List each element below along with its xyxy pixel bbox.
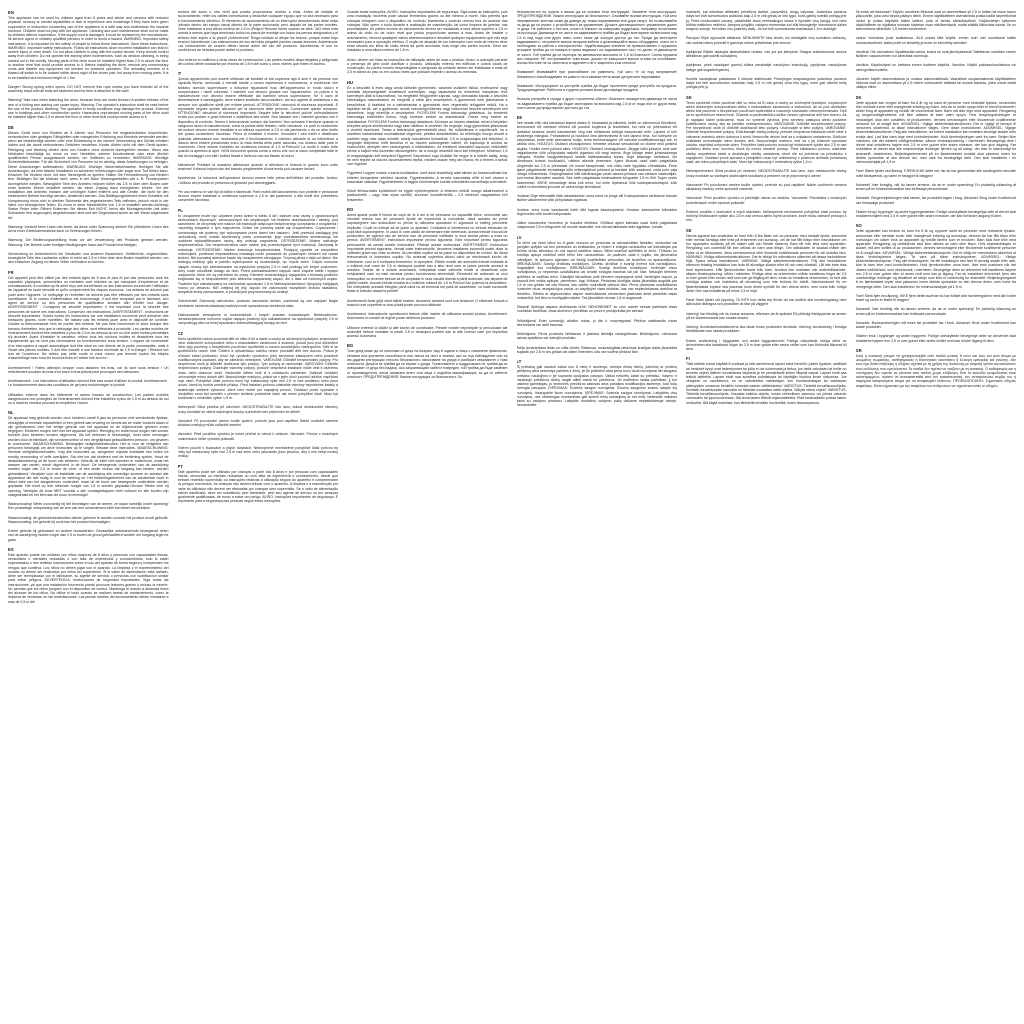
language-code-heading: GR [855, 347, 862, 353]
text-column-6 [856, 10, 1017, 1018]
language-section [8, 10, 169, 80]
safety-instruction-paragraph: Išorinis naudojimas pastatuose ir kituose statiniuose: Pavojingos neapsaugotos judančios pavaros dalys turi būti sumontuotos aukščiau kaip 2,5 m virš grindų arba kitų lygių, kurie gali užkirsti kelią prieigai prie jų. [686, 76, 847, 90]
language-section [178, 419, 339, 428]
language-section [178, 71, 339, 158]
language-section [347, 10, 508, 53]
safety-instruction-paragraph: Fara! Stark fjäder vid öppning. TA INTE bort detta rep förrän du har slutfört alla monteringssteg med alla bultar åtdragna och produkten är fäst på väggen! [686, 298, 847, 307]
language-section [178, 10, 339, 53]
language-section [178, 432, 339, 441]
safety-instruction-paragraph: Ostrzeżenie! Zachowaj ostrożność, podczas luzowania ramion, ponieważ są one napięte! Nagłe zwolnienie ramienia składanej markizy może spowodować obrażenia ciała. [177, 299, 338, 308]
language-code-heading: FR [8, 269, 14, 275]
language-section [856, 77, 1017, 90]
language-section [8, 410, 169, 497]
safety-instruction-paragraph: Hoiatus: enne toote kasutamist tuleb läbi lugeda kasutusjuhend. Hoiatus: kasutamine külmades tingimustes võib toodet kahjustada. [516, 207, 677, 216]
safety-instruction-paragraph: Avertisment! Aveți grijă când slăbiți brațele, deoarece acestea sunt sub tensiune! O eliberare bruscă a brațului unei copertine cu braț pliabil poate provoca vătămări. [347, 298, 508, 307]
language-code-heading: ES [8, 546, 14, 552]
language-section [686, 298, 847, 307]
language-code-heading: NO [855, 223, 862, 229]
language-section [8, 238, 169, 247]
language-code-heading: DE [8, 124, 14, 130]
language-code-heading: PT [177, 463, 183, 469]
safety-instruction-paragraph: Dieses Gerät kann von Kindern ab 8 Jahren und Personen mit eingeschränkten körperlichen, sensorischen oder geistigen Fähigkeiten oder mangelnder Erfahrung und Kenntnis verwendet werden, wenn sie beaufsichtigt werden oder eine Einweisung in die sichere Verwendung des Geräts erhalten haben und die damit verbundenen Gefahren verstehen. Kinder dürfen nicht mit dem Gerät spielen. Reinigung und Wartung dürfen nicht von Kindern ohne Aufsicht durchgeführt werden. Wenn das Netzkabel beschädigt ist, muss es vom Hersteller, seinem Kundendienst oder einer ähnlich qualifizierten Person ausgetauscht werden, um Gefahren zu vermeiden. WARNUNG: Wichtige Sicherheitshinweise. Für die Sicherheit von Personen ist es wichtig, diese Anweisungen zu befolgen. Diese Anweisungen aufbewahren. WARNUNG: Wichtige Sicherheitshinweise. Befolgen Sie alle Anweisungen, da eine falsche Installation zu schweren Verletzungen oder sogar zum Tod führen kann. Erlauben Sie Kindern nicht, mit dem Steuergerät zu spielen. Halten Sie Fernbedienung von Kindern fern. Betätigen Sie die Markise nicht, wenn in der Nähe Wartungsarbeiten wie z. B. Fensterputzen durchgeführt werden. Bewegliche Teile des Antriebs müssen höher als 2,5 m über dem Boden oder einer anderen Ebene installiert werden, die einen Zugang dazu ermöglichen könnte. Vor der Installation des Antriebs müssen alle unnötigen Kabel entfernt und alle Geräte, die nicht für den elektrischen Betrieb benötigt werden, deaktiviert werden. Das Betätigungselement eines Schalters mit Vorspannung muss sich in direkter Sichtweite des angetriebenen Teils befinden, jedoch nicht in der Nähe von beweglichen Teilen. Es muss in einer Mindesthöhe von 1,5 m installiert werden.Achtung! Starke Feder beim Öffnen! Entfernen Sie dieses Seil NICHT, bevor alle Montageschritte (mit allen Schrauben fest angezogen) abgeschlossen sind und der Gegenstand sicher an der Wand angebracht ist! [8, 130, 169, 220]
safety-instruction-paragraph: Този уред може да се използва от деца на възраст над 8 години и лица с намалени физически, сетивни или умствени способности или липса на опит и знания, ако са под наблюдение или са им дадени инструкции относно безопасното използване на уреда и разбират свързаните с това опасности. Децата не трябва да си играят с уреда. Почистването и поддръжката не трябва да се извършват от деца без надзор. Ако захранващият кабел е повреден, той трябва да бъде заменен от производителя, негов сервизен агент или лица с подобна квалификация, за да се избегне опасност. ПРЕДУПРЕЖДЕНИЕ: Важни инструкции за безопасност. За [347, 349, 508, 379]
safety-instruction-paragraph: Aviso: devem ser lidas as instruções de utilização antes de usar o produto. Aviso: a operação perante a presença de gelo pode danificar o produto. Utilização externa em edifícios e outros locais de construção: As partes móveis desprotegidas e perigosas da unidade devem ser instaladas a mais de 2,5 m acima do piso ou em outros níveis que possam impedir o acesso às mesmas. [347, 57, 508, 75]
text-column-3 [347, 10, 508, 1018]
safety-instruction-paragraph: Pavojus! Stipri spyruoklė atidarant. NENUIMKITE šios virvės, kol nebaigsite visų surinkimo veiksmų, visi varžtai nebus priveržti ir gaminys nebus pritvirtintas prie sienos! [686, 36, 847, 45]
language-section [686, 63, 847, 72]
language-code-heading: EE [516, 115, 523, 120]
safety-instruction-paragraph: This appliance can be used by children aged from 8 years and above and persons with reduced physical, sensory or mental capabilities or lack of experience and knowledge if they have been given supervision or instruction concerning use of the appliance in a safe way and understand the hazards involved. Children shall not play with the appliance. Cleaning and user maintenance shall not be made by children without supervision. If the supply cord is damaged, it must be replaced by the manufacturer, its service agent or similarly qualified persons in order to avoid a hazard. WARNING: Important safety instructions. It is important for the safety of people to follow these instructions. Save these instructions. WARNING: Important safety instructions. Follow all instructions since incorrect installation can lead to severe injury or even death. Do not allow children to play with the control device. Keep remote control away from children. Do not operate the awning when inclemencies, such as window cleaning, is being carried out in the vicinity. Moving parts of the drive must be installed higher than 2.5 m above the floor or another level that could provide access to it. Before installing the drive, remove any unnecessary cords and disable any equipment not needed for powered operation. The actuating member of a biased-off switch is to be located within direct sight of the driven part, but away from moving parts. It is to be installed at a minimum height of 1.5m. [8, 16, 169, 80]
language-section [517, 208, 678, 217]
language-code-heading: BG [347, 343, 354, 349]
language-section [347, 299, 508, 308]
safety-instruction-paragraph: Guarde estas instruções. AVISO: Instruções importantes de segurança. Siga todas as instruções, pois uma instalação incorreta pode causar ferimentos graves ou até mesmo a morte. Não permita que crianças brinquem com o dispositivo de controlo. Mantenha o controlo remoto fora do alcance das crianças. Não opere o toldo durante a realização de manutenção, tal como limpeza de janelas, nas proximidades. As partes móveis do acionamento devem ser instaladas a uma altura superior a 2,5 m acima do chão ou de outro nível que possa proporcionar acesso a elas. Antes de instalar o acionamento, remova quaisquer cabos desnecessários e desative qualquer equipamento que não seja necessário para a operação elétrica. O órgão de atuação de um interruptor com mola de retorno deve estar situado em linha de visão direta da parte acionada, mas longe das partes móveis. Deve ser instalado a uma altura mínima de 1,5 m. [347, 10, 508, 53]
language-section [856, 10, 1017, 31]
safety-instruction-paragraph: Cet appareil peut être utilisé par des enfants âgés de 8 ans et plus et par des personnes dont les capacités physiques, sensorielles ou mentales sont réduites ou qui manquent d'expérience et de connaissances, à condition qu'ils aient reçu une surveillance ou des instructions concernant l'utilisation de l'appareil en toute sécurité et qu'ils comprennent les risques encourus. Les enfants ne doivent pas jouer avec l'appareil. Le nettoyage et l'entretien ne doivent pas être effectués par des enfants sans surveillance. Si le cordon d'alimentation est endommagé, il doit être remplacé par le fabricant, son agent de service ou des personnes de qualification similaire afin d'éviter tout danger. AVERTISSEMENT : Consignes de sécurité importantes. Il est important pour la sécurité des personnes de suivre ces instructions. Conservez ces instructions. AVERTISSEMENT : Instructions de sécurité importantes. Suivez toutes les instructions car une installation incorrecte peut entraîner des blessures graves, voire mortelles. Ne laissez pas les enfants jouer avec le dispositif de contrôle. Gardez la télécommande hors de portée des enfants. Ne pas faire fonctionner le store lorsque des travaux d'entretien, tels que le nettoyage des vitres, sont effectués à proximité. Les parties mobiles de l'entraînement doivent être installées à plus de 2,5 m au-dessus du sol ou d'un autre niveau permettant d'y accéder. Avant d'installer le variateur, retirez tous les cordons inutiles et désactivez tous les équipements qui ne sont pas nécessaires au fonctionnement sous tension. L'organe de commande d'un interrupteur à rappel automatique doit être situé en vue directe de la partie commandée, mais à l'écart des pièces mobiles. Il doit être installé à une hauteur minimale de 1,5 m.Danger ! Ressort fort lors de l'ouverture. Ne retirez pas cette corde si vous n'avez pas terminé toutes les étapes d'assemblage avec tous les boulons fixés et l'article fixé au mur ! [8, 275, 169, 361]
language-section [517, 359, 678, 408]
language-section [686, 77, 847, 90]
language-section [347, 189, 508, 202]
language-section [517, 319, 678, 328]
safety-instruction-paragraph: Denna apparat kan användas av barn från 8 års ålder och av personer med nedsatt fysisk, sensorisk eller mental förmåga eller brist på erfarenhet och kunskap, om de har fått tillsyn eller instruktioner om hur apparaten används på ett säkert sätt och förstår riskerna. Barn får inte leka med apparaten. Rengöring och underhåll får inte utföras av barn utan tillsyn. Om nätsladden är skadad måste den bytas ut av tillverkaren, dess serviceombud eller liknande kvalificerade personer för att undvika fara. VARNING: Viktiga säkerhetsinstruktioner. Det är viktigt för människors säkerhet att dessa instruktioner följs. Spara dessa instruktioner. VARNING: Viktiga säkerhetsinstruktioner. Följ alla instruktioner eftersom felaktig installation kan leda till allvarliga skador eller till och med dödsfall. Låt inte barn leka med styrenheten. Håll fjärrkontrollen borta från barn. Använd inte markisen när underhållsarbete, såsom fönsterputsning, utförs i närheten. Rörliga delar av drivenheten måste installeras högre än 2,5 m över golvet eller annan nivå som kan ge tillgång till dem. Innan du installerar drivenheten, ta bort alla onödiga sladdar och inaktivera all utrustning som inte behövs för eldrift. Manöverdonet för en fjäderbelastad brytare ska placeras inom direkt synhåll för den drivna delen, men borta från rörliga delar. Den ska installeras på minst 1,5 m höjd. [686, 233, 847, 293]
text-column-2 [178, 10, 339, 1018]
language-section [517, 235, 678, 301]
safety-instruction-paragraph: Externé použitie v budovách a iných stavbách: Nebezpečné nechránené pohyblivé časti pohonu by mali byť inštalované vyššie ako 2,5 m nad zemou alebo inými úrovňami, ktoré môžu zabrániť prístupu k nim. [686, 209, 847, 223]
text-column-5 [686, 10, 847, 1018]
safety-instruction-paragraph: Varování: Před použitím výrobku je nutné přečíst si návod k obsluze. Varování: Provoz v mrazivých podmínkách může výrobek poškodit. [177, 432, 338, 441]
safety-instruction-paragraph: Dette apparatet kan brukes av barn fra 8 år og oppover samt av personer med reduserte fysiske, sensoriske eller mentale evner eller manglende erfaring og kunnskap, dersom de har fått tilsyn eller instruksjon om sikker bruk av apparatet og forstår farene som er involvert. Barn skal ikke leke med apparatet. Rengjøring og vedlikehold skal ikke utføres av barn uten tilsyn. Hvis strømledningen er skadet, må den skiftes ut av produsenten, dennes serviceagent eller tilsvarende kvalifiserte personer for å unngå fare. ADVARSEL: Viktige sikkerhetsinstruksjoner. Det er viktig for menneskers sikkerhet at disse instruksjonene følges. Ta vare på disse instruksjonene. ADVARSEL: Viktige sikkerhetsinstruksjoner. Følg alle instruksjoner, da feil installasjon kan føre til alvorlig skade eller død. Ikke la barn leke med kontrollenheten. Hold fjernkontrollen unna barn. Ikke bruk markisen når det utføres vedlikehold, som vindusvask, i nærheten. Bevegelige deler av drivverket må installeres høyere enn 2,5 m over gulvet eller et annet nivå som kan gi tilgang. Før du installerer drivverket, fjern alle unødvendige ledninger og deaktiver alt utstyr som ikke er nødvendig for strømdrift. Betjeningsorganet til en fjærbelastet bryter skal plasseres innen direkte synsvidde av den drevne delen, men borte fra bevegelige deler. Den skal installeres i en minimumshøyde på 1,5 m. [855, 229, 1016, 289]
language-section [686, 356, 847, 405]
safety-instruction-paragraph: Dette apparat kan bruges af børn fra 8 år og op samt af personer med nedsatte fysiske, sensoriske eller mentale evner eller manglende erfaring og viden, hvis de er under opsyn eller er blevet instrueret i sikker brug af apparatet og forstår de involverede farer. Børn må ikke lege med apparatet. Rengøring og brugervedligeholdelse må ikke udføres af børn uden opsyn. Hvis forsyningsledningen er beskadiget, skal den udskiftes af producenten, dennes serviceagent eller tilsvarende kvalificerede personer for at undgå fare. ADVARSEL: Vigtige sikkerhedsinstruktioner. Det er vigtigt af hensyn til personers sikkerhed, at disse instruktioner følges. Gem disse instruktioner. ADVARSEL: Vigtige sikkerhedsinstruktioner. Følg alle instruktioner, da forkert installation kan medføre alvorlige skader eller endda død. Lad ikke børn lege med kontrolenheden. Hold fjernbetjeningen væk fra børn. Betjen ikke markisen, når der udføres vedligeholdelse, såsom vinduespudsning, i nærheden. Bevægelige dele i drevet skal installeres højere end 2,5 m over gulvet eller andre niveauer, der kan give adgang. Før installation af drevet skal alle unødvendige ledninger fjernes og alt udstyr, der ikke er nødvendigt for strømdrift, deaktiveres. Betjeningselementet på en fjederbelastet kontakt skal placeres inden for direkte synsvidde af den drevne del, men væk fra bevægelige dele. Den skal installeres i en minimumshøjde på 1,5 m. [855, 100, 1016, 164]
safety-instruction-paragraph: Dit apparaat mag gebruikt worden door kinderen vanaf 8 jaar en personen met verminderde fysieke, zintuiglijke of mentale capaciteiten of een gebrek aan ervaring en kennis als ze onder toezicht staan of zijn geïnstrueerd over het veilige gebruik van het apparaat en de bijbehorende gevaren ervan begrijpen. Kinderen mogen niet met het apparaat spelen. Reiniging en onderhoud mogen niet zonder toezicht door kinderen worden uitgevoerd. Als het netsnoer is beschadigd, moet deze vervangen worden door de fabrikant, zijn servicemonteur of een vergelijkbaar gekwalificeerd persoon, om gevaren te voorkomen. WAARSCHUWING: Belangrijke veiligheidsinstructies. Het is voor de veiligheid van personen belangrijk om deze instructies op te volgen. Bewaar deze instructies. WAARSCHUWING: Vereiste veiligheidsinstructies. Volg alle instructies op, aangezien onjuiste installatie kan leiden tot ernstig verwonding of zelfs overlijden. Sta niet toe dat kinderen met de bediening spelen. Houd de afstandsbediening uit de buurt van kinderen. Gebruik de luifel niet wanneer er onderhoud, zoals het wassen van ramen, wordt uitgevoerd in de buurt. De bewegende onderdelen van de aandrijving moeten hoger dan 2,5 m boven de vloer, of een ander niveau dat toegang kan bieden, worden geïnstalleerd. Verwijder vóór de installatie van de aandrijving alle overtollige snoeren en schakel alle apparatuur die niet nodig is voor de werking uit. Het bedieningselement van de schakelaar moet in direct zicht van het aangedreven onderdeel, maar uit de buurt van bewegende onderdelen worden geplaatst. Het moet op een minimale hoogte van 1,5 m worden geplaatst.Gevaar! Sterke veer bij opening. Verwijder dit touw NIET voordat u alle montagestappen hebt voltooid en alle bouten zijn vastgedraaid en het item aan de muur is bevestigd! [8, 416, 169, 497]
safety-instruction-paragraph: Brīdinājums: Pirms produkta lietošanas ir jāizlasa lietotāja rokasgrāmata. Brīdinājums: Lietošana salnas apstākļos var sabojāt produktu. [516, 332, 677, 341]
safety-instruction-paragraph: Questo apparecchio può essere utilizzato da bambini di età superiore agli 8 anni e da persone con capacità fisiche, sensoriali o mentali ridotte o senza esperienza e conoscenza, a condizione che abbiano ricevuto supervisione o istruzioni riguardanti l'uso dell'apparecchio in modo sicuro e comprendano i rischi connessi. I bambini non devono giocare con l'apparecchio. La pulizia e la manutenzione non devono essere effettuate dai bambini senza supervisione. Se il cavo di alimentazione è danneggiato, deve essere sostituito dal produttore, dal suo agente di assistenza o da persone con qualifiche simili per evitare pericoli. ATTENZIONE: Istruzioni di sicurezza importanti. È importante seguire queste istruzioni per la sicurezza delle persone. Conservare queste istruzioni. ATTENZIONE: Istruzioni di sicurezza importanti. Seguire tutte le istruzioni poiché un'installazione errata può portare a gravi infortuni o addirittura alla morte. Non lasciare che i bambini giochino con il dispositivo di controllo. Tenere il telecomando lontano dai bambini. Non azionare il tendone quando si eseguono lavori di manutenzione, come la pulizia delle finestre, nelle vicinanze. Le parti in movimento del motore devono essere installate a un'altezza superiore a 2,5 m dal pavimento o da un altro livello che possa consentirne l'accesso. Prima di installare il motore, rimuovere i cavi inutili e disattivare qualsiasi attrezzatura non necessaria per il funzionamento. Il membro attuante di un interruttore a rilascio deve essere posizionato entro la vista diretta della parte azionata, ma lontano dalle parti in movimento. Deve essere installato ad un'altezza minima di 1,5 m.Pericolo! La molla è molto forte quando la apertura si apre. NON rimuovere questa corda a meno che non si siano completate tutte le fasi di montaggio con tutti i bulloni fissati e l'articolo non sia fissato al muro! [177, 77, 338, 158]
safety-instruction-paragraph: безопасността на хората е важно да се спазват тези инструкции. Запазете тези инструкции. ПРЕДУПРЕЖДЕНИЕ: Важни инструкции за безопасност. Спазвайте всички инструкции, тъй като неправилният монтаж може да доведе до тежки наранявания или дори смърт. Не позволявайте на деца да си играят с устройството за управление. Дръжте дистанционното управление далеч от деца. Не работете с тентата, когато в близост се извършва поддръжка, например почистване на прозорци. Движещите се части на задвижването трябва да бъдат монтирани на височина над 2,5 м над пода или друго ниво, което може да осигури достъп до тях. Преди да монтирате задвижването, отстранете всички ненужни кабели и деактивирайте всяко оборудване, което не е необходимо за работа с електричество. Задействащият елемент на превключвател с пружинно връщане трябва да се намира в пряка видимост на задвижваната част, но далеч от движещите се части. Той трябва да се монтира на минимална височина от 1,5 м.Опасност! Силна пружина при отваряне. НЕ отстранявайте това въже, докато не завършите всички стъпки на сглобяване, всички болтове не са затегнати и изделието не е закрепено към стената! [516, 10, 677, 65]
safety-instruction-paragraph: Warnung: Die Bedienungsanleitung muss vor der Verwendung des Produkts gelesen werden. Warnung: Der Betrieb unter frostigen Bedingungen kann das Produkt beschädigen. [8, 238, 169, 247]
language-section [8, 516, 169, 525]
language-code-heading: PL [177, 207, 183, 213]
language-section [686, 228, 847, 294]
language-code-heading: RO [347, 206, 354, 212]
language-section [517, 221, 678, 230]
language-section [8, 85, 169, 94]
safety-instruction-paragraph: Nebezpečí! Silná pružina při otevírání. NEODSTRAŇUJTE toto lano, dokud nedokončíte všechny kroky montáže se všemi utaženými šrouby a předmět není připevněn ke stěně! [177, 405, 338, 414]
language-code-heading: NL [8, 410, 14, 416]
language-section [347, 171, 508, 184]
language-section [686, 196, 847, 205]
language-code-heading: LV [516, 234, 522, 240]
safety-instruction-paragraph: Varning! Var försiktig när du lossar armarna, eftersom de är spända! Ett plötsligt frisläppande av armen på en vikarmsmarkis kan orsaka skador. [686, 311, 847, 320]
language-code-heading: LT [516, 359, 522, 364]
safety-instruction-paragraph: Danger! Strong spring when opens. DO NOT remove this rope unless you have finished all of the assembly steps with all bolts are fastened and the item is attached to the wall! [8, 84, 169, 93]
language-section [178, 208, 339, 295]
language-section [8, 529, 169, 542]
safety-instruction-paragraph: Este aparelho pode ser utilizado por crianças a partir dos 8 anos e por pessoas com capacidades físicas, sensoriais ou mentais reduzidas ou com falta de experiência e conhecimento, desde que tenham recebido supervisão ou instruções relativas à utilização segura do aparelho e compreendam os perigos envolvidos. As crianças não devem brincar com o aparelho. A limpeza e a manutenção por parte do utilizador não devem ser efetuadas por crianças sem supervisão. Se o cabo de alimentação estiver danificado, deve ser substituído pelo fabricante, pelo seu agente de serviço ou por pessoas igualmente qualificadas, de modo a evitar um perigo. AVISO: Instruções importantes de segurança. É importante para a segurança das pessoas seguir estas instruções. [177, 469, 338, 504]
language-section [178, 299, 339, 308]
language-section [686, 95, 847, 165]
safety-instruction-paragraph: Ez a készülék 8 éves vagy annál idősebb gyermekek, valamint csökkent fizikai, érzékszervi vagy mentális képességekkel rendelkező személyek, vagy tapasztalat és ismeretek hiányában lévő személyek által is használható, ha megfelelő felügyeletet kapnak, vagy útmutatást kaptak a készülék biztonságos használatáról, és megértik a velük járó veszélyeket. A gyermekek nem játszhatnak a készülékkel. A tisztítást és a karbantartást a gyermekek nem végezhetik felügyelet nélkül. Ha a tápkábel sérült, azt a gyártónak, annak szervizügynökének vagy hasonlóan képzett személynek kell kicserélnie, hogy elkerülje a veszélyeket. FIGYELEM! Fontos biztonsági utasítások. Az emberek biztonsága érdekében fontos, hogy kövesse ezeket az utasításokat. Őrizze meg ezeket az utasításokat. FIGYELEM! Fontos biztonsági utasítások. Kövesse az összes utasítást, mivel a helytelen telepítés súlyos sérülésekhez vagy akár halálhoz is vezethet. Ne engedje, hogy gyermekek játsszanak a vezérlő eszközzel. Tartsa a távirányítót gyermekektől távol. Ne működtesse a napellenzőt, ha a közelben karbantartási munkálatokat végeznek, például ablaktisztítást. Az előrehajtó mozgó részeit a padlótól vagy más olyan szinttől, amely hozzáférést biztosíthat, 2,5 m magasságba kell telepíteni. A meghajtó telepítése előtt távolítsa el az összes szükségtelen kábelt, és kapcsolja ki azokat az eszközöket, amelyek nem szükségesek a működéshez. Az érintkező visszatérő kapcsoló működtető eleme a hajtott rész közvetlen látószögében, de a mozgó részektől távol kell elhelyezni. Minimum 1,5 m magasságban kell telepíteni.Figyelem! Sziporkázó rugó kioldás! Ne vegye le a kötelet addig, amíg be nem fejezte az összes összeszerelési lépést, minden csavar meg van húzva, és a termék a falhoz van rögzítve! [347, 85, 508, 166]
safety-instruction-paragraph: Nebezpečenstvo! Silná pružina pri otváraní. NEODSTRAŇUJTE toto lano, kým nedokončíte všetky kroky montáže so všetkými utiahnutými skrutkami a predmet nie je pripevnený k stene! [686, 169, 847, 178]
safety-instruction-paragraph: Αυτή η συσκευή μπορεί να χρησιμοποιηθεί από παιδιά ηλικίας 8 ετών και άνω και από άτομα με μειωμένες σωματικές, αισθητηριακές ή διανοητικές ικανότητες ή έλλειψη εμπειρίας και γνώσης, εάν τους έχει δοθεί επίβλεψη ή οδηγίες σχετικά με τη χρήση της συσκευής με ασφαλή τρόπο και κατανοούν τους κινδύνους που εμπλέκονται. Τα παιδιά δεν πρέπει να παίζουν με τη συσκευή. Ο καθαρισμός και η συντήρηση δεν πρέπει να γίνονται από παιδιά χωρίς επίβλεψη. Εάν το καλώδιο τροφοδοσίας είναι κατεστραμμένο, πρέπει να αντικατασταθεί από τον κατασκευαστή, τον αντιπρόσωπο σέρβις του ή παρόμοια καταρτισμένα άτομα για να αποφευχθεί κίνδυνος. ΠΡΟΕΙΔΟΠΟΙΗΣΗ: Σημαντικές οδηγίες ασφαλείας. Είναι σημαντικό για την ασφάλεια των ανθρώπων να τηρούνται αυτές οι οδηγίες. [855, 353, 1016, 388]
safety-instruction-paragraph: Įspėjimas: prieš naudojant gaminį būtina perskaityti naudojimo instrukciją. Įspėjimas: naudojimas šaltyje gali sugadinti gaminį. [686, 63, 847, 72]
language-section [8, 225, 169, 234]
language-section [8, 502, 169, 511]
language-section [517, 115, 678, 189]
safety-instruction-paragraph: To urządzenie może być używane przez dzieci w wieku 8 lat i starsze oraz osoby o ograniczonych zdolnościach fizycznych, sensorycznych lub umysłowych lub brakiem doświadczenia i wiedzy, pod warunkiem, że otrzymały one nadzór lub instrukcje dotyczące bezpiecznego korzystania z urządzenia i rozumieją związane z tym zagrożenia. Dzieci nie powinny bawić się urządzeniem. Czyszczenie i konserwacja nie powinny być wykonywane przez dzieci bez nadzoru. Jeśli przewód zasilający jest uszkodzony, musi zostać wymieniony przez producenta, jego przedstawiciela serwisowego lub podobnie wykwalifikowane osoby, aby uniknąć zagrożenia. OSTRZEŻENIE: Ważne instrukcje bezpieczeństwa. Dla bezpieczeństwa osób ważne jest przestrzeganie tych instrukcji. Zachowaj te instrukcje. OSTRZEŻENIE: Ważne instrukcje bezpieczeństwa. Postępuj zgodnie ze wszystkimi instrukcjami, ponieważ nieprawidłowa instalacja może prowadzić do poważnych obrażeń lub nawet śmierci. Nie pozwalaj dzieciom bawić się urządzeniem sterującym. Trzymaj pilota z dala od dzieci. Nie obsługuj markizy, gdy w pobliżu wykonywane są konserwacje, np. mycie okien. Części ruchome napędu muszą być zainstalowane na wysokości powyżej 2,5 m nad podłogą lub innym poziomem, który może umożliwić dostęp do nich. Przed zainstalowaniem napędu usuń zbędne kable i wyłącz urządzenia, które nie są potrzebne do pracy. Element uruchamiający wyłącznika z blokadą powinien znajdować się w bezpośrednim polu widzenia napędzanej części, ale z dala od ruchomych części. Powinien być zainstalowany na minimalnej wysokości 1,5 m.Niebezpieczeństwo! Sprężyny zwijającej mocno po otwarciu. NIE zdejmuj tej liny, dopóki nie zakończysz wszystkich kroków składania, wszystkie śruby zamocowane, a produkt jest przymocowany do ściany! [177, 213, 338, 294]
language-section [856, 321, 1017, 330]
language-code-heading: SE [686, 227, 692, 233]
safety-instruction-paragraph: Este aparato puede ser utilizado por niños mayores de 8 años y personas con capacidades físicas, sensoriales o mentales reducidas o con falta de experiencia y conocimientos, solo si están supervisados o han recibido instrucciones sobre el uso del aparato de forma segura y comprenden los riesgos que conlleva. Los niños no deben jugar con el aparato. La limpieza y el mantenimiento del usuario no deben ser realizados por niños sin supervisión. Si el cable de alimentación está dañado, debe ser reemplazado por el fabricante, su agente de servicio o personas con cualificación similar para evitar peligros. ADVERTENCIA: Instrucciones de seguridad importantes. Siga todas las instrucciones, ya que una instalación incorrecta puede provocar lesiones graves o incluso la muerte. No permita que los niños jueguen con el dispositivo de control. Mantenga el mando a distancia fuera del alcance de los niños. No utilice el toldo cuando se realicen tareas de mantenimiento, como la limpieza de ventanas, en las inmediaciones. Las piezas móviles del accionamiento deben instalarse a más de 2,5 m del [8, 552, 169, 604]
language-code-heading: IT [177, 71, 182, 76]
safety-instruction-paragraph: Avvertenza: Le istruzioni dell'operatore devono essere lette prima dell'utilizzo del prodotto. Avviso: L'utilizzo del prodotto in presenza di ghiaccio può danneggiarlo. [177, 176, 338, 185]
language-section [178, 405, 339, 414]
language-section [8, 379, 169, 388]
language-section [856, 95, 1017, 165]
language-section [686, 50, 847, 59]
language-section [8, 393, 169, 406]
language-section [517, 97, 678, 110]
language-section [517, 194, 678, 203]
language-section [856, 210, 1017, 219]
language-section [517, 305, 678, 314]
safety-instruction-paragraph: Verwendung im Außenbereich bei Gebäuden und anderen Bauwerken: Gefährliche, ungeschützte, bewegliche Teile des Laufwerks sollten in mehr als 2,5 m Höhe über dem Boden installiert werden, um den einfachen Zugang zu diesen Teilen verhindern zu können. [8, 251, 169, 265]
safety-instruction-paragraph: Ekstern bruk i bygninger og andre byggverk: Farlige ubeskyttede bevegelige deler av drivverket skal installeres høyere enn 2,5 m over gulvet eller andre nivåer som kan hindre tilgang til dem. [855, 334, 1016, 343]
language-section [347, 326, 508, 339]
language-section [686, 312, 847, 321]
safety-instruction-paragraph: Varoitus! Ole varovainen löysätessäsi varsia, koska ne ovat jännityksessä! Taitettavan markiisin varren äkillinen vapautuminen voi aiheuttaa vammoja. [855, 49, 1016, 58]
safety-instruction-paragraph: Advarsel! Vær forsiktig når du løsner armene, da de er under spenning! En plutselig utløsning av armen på en foldearmmarkise kan forårsake personskade. [855, 307, 1016, 316]
safety-instruction-paragraph: Tätä laitetta voivat käyttää 8-vuotiaat ja sitä vanhemmat lapset sekä henkilöt, joiden fyysiset, aistilliset tai henkiset kyvyt ovat heikentyneet tai joilla ei ole kokemusta ja tietoa, jos heitä valvotaan tai heille on annettu ohjeet laitteen turvallisesta käytöstä ja he ymmärtävät siihen liittyvät vaarat. Lapset eivät saa leikkiä laitteella. Lapset eivät saa suorittaa puhdistusta tai käyttäjän huoltoa ilman valvontaa. Jos virtajohto on vaurioitunut, se on vaihdettava valmistajan, sen huoltoedustajan tai vastaavan pätevyyden omaavan henkilön toimesta vaaran välttämiseksi. VAROITUS: Tärkeitä turvallisuusohjeita. Ihmisten turvallisuuden kannalta on tärkeää noudattaa näitä ohjeita. Säilytä nämä ohjeet. VAROITUS: Tärkeitä turvallisuusohjeita. Noudata kaikkia ohjeita, koska virheellinen asennus voi johtaa vakaviin vammoihin tai jopa kuolemaan. Älä anna lasten leikkiä ohjauslaitteella. Pidä kaukosäädin poissa lasten ulottuvilta. Älä käytä markiisia, kun lähistöllä tehdään huoltotöitä, kuten ikkunanpesua. [686, 362, 847, 405]
language-section [856, 334, 1017, 343]
language-section [686, 210, 847, 223]
safety-instruction-paragraph: Brīdinājums! Esiet uzmanīgi, atlaižot rokas, jo tās ir nospriegotas! Pēkšņa saliekamās rokas atbrīvošana var radīt traumas. [516, 318, 677, 327]
safety-instruction-paragraph: Uso externo en edificios y otras obras de construcción: Las partes móviles desprotegidas y peligrosas del control deben instalarse por encima de 2,5 m del suelo u otros niveles que eviten el acceso. [177, 57, 338, 66]
language-section [178, 58, 339, 67]
safety-instruction-paragraph: Внимание: Инструкциите за употреба трябва да бъдат прочетени преди употреба на продукта. Предупреждение: Работата в студени условия може да повреди продукта. [516, 83, 677, 92]
language-section [517, 84, 678, 93]
safety-instruction-paragraph: Figyelem! Legyen óvatos a karok kioldásakor, mert azok feszültség alatt állnak! Az összecsukható kar hirtelen kiengedése sérülést okozhat. Figyelmeztetés: A termék használata előtt el kell olvasni a használati utasítást. Figyelmeztetés: A fagyos körülmények közötti működtetés károsíthatja a terméket. [347, 171, 508, 184]
safety-instruction-paragraph: Šį prietaisą gali naudoti vaikai nuo 8 metų ir asmenys, turintys ribotų fizinių, jutiminių ar protinių gebėjimų arba neturintys patirties ir žinių, jei jie prižiūrimi arba jiems buvo duoti nurodymai dėl saugaus prietaiso naudojimo ir jie supranta susijusius pavojus. Vaikai neturėtų žaisti su prietaisu. Valymo ir naudotojo priežiūros darbų negali atlikti vaikai be priežiūros. Jei maitinimo laidas pažeistas, jį turi pakeisti gamintojas, jo techninės priežiūros atstovas arba panašios kvalifikacijos asmenys, kad būtų išvengta pavojaus. ĮSPĖJIMAS: Svarbūs saugos nurodymai. Žmonių saugumui svarbu laikytis šių nurodymų. Išsaugokite šiuos nurodymus. ĮSPĖJIMAS: Svarbūs saugos nurodymai. Laikykitės visų nurodymų, nes neteisingas montavimas gali sukelti rimtų sužalojimų ar net mirtį. Neleiskite vaikams žaisti su valdymo prietaisu. Laikykite nuotolinio valdymo pultą vaikams nepasiekiamoje vietoje. Nenaudokite [516, 365, 677, 408]
safety-instruction-paragraph: Šo ierīci var lietot bērni no 8 gadu vecuma un personas ar samazinātām fiziskām, sensorām vai garīgām spējām vai bez pieredzes un zināšanām, ja viņiem ir sniegta uzraudzība vai instrukcijas par ierīces drošu lietošanu un viņi saprot saistītos riskus. Bērni nedrīkst spēlēties ar ierīci. Tīrīšanu un lietotāja apkopi nedrīkst veikt bērni bez uzraudzības. Ja padeves vads ir bojāts, tas jānomaina ražotājam, tā apkopes aģentam vai līdzīgi kvalificētām personām, lai izvairītos no apdraudējuma. BRĪDINĀJUMS: Svarīgi drošības norādījumi. Cilvēku drošībai ir svarīgi ievērot šos norādījumus. Saglabājiet šos norādījumus. BRĪDINĀJUMS: Svarīgi drošības norādījumi. Ievērojiet visus norādījumus, jo nepareiza uzstādīšana var izraisīt smagas traumas vai pat nāvi. Neļaujiet bērniem spēlēties ar vadības ierīci. Glabājiet tālvadības pulti bērniem nepieejamā vietā. Nelietojiet nojumi, ja tuvumā tiek veikta apkope, piemēram, logu tīrīšana. Piedziņas kustīgās daļas jāuzstāda augstāk par 2,5 m virs grīdas vai cita līmeņa, kas varētu nodrošināt piekļuvi tām. Pirms piedziņas uzstādīšanas noņemiet visus nevajadzīgos vadus un atspējojiet visas iekārtas, kas nav nepieciešamas darbībai ar elektrību. Slēdža ar atgriezenisko atsperi darbināšanas elementam jāatrodas tiešā piedzītās daļas redzamībā, bet tālu no kustīgajām daļām. Tas jāuzstāda vismaz 1,5 m augstumā. [516, 240, 677, 300]
safety-instruction-paragraph: Extern gebruik bij gebouwen en andere bouwwerken: Gevaarlijke onbeschermde bewegende delen van de aandrijving moeten hoger dan 2,5 m boven de grond geïnstalleerd worden om toegang tegen te gaan. [8, 529, 169, 542]
language-section [856, 294, 1017, 303]
language-section [686, 339, 847, 352]
language-section [856, 307, 1017, 316]
language-section [178, 464, 339, 504]
safety-instruction-paragraph: Acest aparat poate fi folosit de copii de la 8 ani și de persoane cu capacități fizice, senzoriale sau mentale reduse sau de persoane lipsite de experiență și cunoștințe, dacă acestea au primit supraveghere sau instrucțiuni cu privire la utilizarea aparatului în siguranță și înțeleg pericolele implicate. Copiii nu trebuie să se joace cu aparatul. Curățarea și întreținerea nu trebuie efectuate de copii fără supraveghere. În cazul în care cablul de alimentare este deteriorat, acesta trebuie înlocuit de producător, de agentul său de service sau de persoane calificate în mod similar pentru a evita un pericol. AVERTISMENT: Instrucțiuni importante privind siguranța. Este important pentru siguranța persoanelor să urmați aceste instrucțiuni. Păstrați aceste instrucțiuni. AVERTISMENT: Instrucțiuni importante privind siguranța. Urmați toate instrucțiunile, deoarece instalarea incorectă poate duce la vătămări grave sau chiar la deces. Nu permiteți copiilor să se joace cu dispozitivul de control. Nu lăsați telecomanda la îndemâna copiilor. Nu acționați copertina atunci când se efectuează lucrări de întreținere, cum ar fi curățarea ferestrelor, în apropiere. Părțile mobile ale acționării trebuie instalate la o înălțime mai mare de 2,5 m deasupra podelei sau a altui nivel care ar putea permite accesul la acestea. Înainte de a instala acționarea, îndepărtați toate cablurile inutile și dezactivați orice echipament care nu este necesar pentru funcționarea alimentată. Elementul de acționare al unui întrerupător cu revenire trebuie să fie amplasat în raza vizuală directă a părții acționate, dar departe de părțile mobile. Acesta trebuie instalat la o înălțime minimă de 1,5 m.Pericol! Arc puternic la deschidere. NU îndepărtați această frânghie până când nu ați terminat toți pașii de asamblare, cu toate șuruburile fixate și articolul atașat la perete! [347, 212, 508, 294]
language-section [686, 183, 847, 192]
safety-instruction-paragraph: Varovanie: Pred použitím výrobku si prečítajte návod na obsluhu. Varovanie: Prevádzka v mrazivých podmienkach môže výrobok poškodiť. [686, 196, 847, 205]
language-section [347, 312, 508, 321]
language-code-heading: DK [855, 94, 862, 100]
language-section [856, 196, 1017, 205]
language-section [856, 223, 1017, 289]
safety-instruction-paragraph: Bīstami! Spēcīga atspere atvēršanas brīdī. NENOŅEMIET šo virvi, kamēr neesat pabeidzis visas montāžas darbības, visas skrūves ir pievilktas un prece ir piestiprināta pie sienas! [516, 305, 677, 314]
safety-instruction-paragraph: Avertisment: instrucțiunile operatorului trebuie citite înainte de utilizarea acestui produs. Avertisment: Acționarea în condiții de înghet poate deteriora produsul. [347, 312, 508, 321]
language-section [8, 252, 169, 265]
safety-instruction-paragraph: Fare! Sterk fjær ved åpning. IKKE fjern dette tauet før du har fullført alle monteringstrinn med alle bolter festet og varen er festet til veggen! [855, 293, 1016, 302]
language-section [686, 36, 847, 45]
safety-instruction-paragraph: Vaara! Voimakas jousi avattaessa. ÄLÄ poista tätä köyttä, ennen kuin olet suorittanut kaikki kokoamisvaiheet, kaikki pultit on kiristetty ja tuote on kiinnitetty seinään! [855, 36, 1016, 45]
safety-instruction-paragraph: markizės, kai netoliese atliekami priežiūros darbai, pavyzdžiui, langų valymas. Judančios pavaros dalys turi būti sumontuotos aukščiau kaip 2,5 m virš grindų ar kito lygio, kuris galėtų suteikti prieigą prie jų. Prieš montuodami pavarą, pašalinkite visus nereikalingus laidus ir išjunkite visą įrangą, kuri nėra būtina maitinimo veikimui. Įtampos jungiklio valdymo elementas turi būti tiesioginėje varomosios dalies matymo zonoje, bet toliau nuo judančių dalių. Jis turi būti sumontuotas mažiausiai 1,5 m aukštyje. [686, 10, 847, 31]
language-section [517, 332, 678, 341]
safety-instruction-paragraph: Väline kasutamine hoonetes ja muudes ehitistes: Ohtlikud ajami katmata osad tuleb paigaldada maapinnast 2,5 m kõrgusele või muude tasandite, mis võivad takistada neile ligipääsu, kohale. [516, 221, 677, 230]
language-section [856, 36, 1017, 45]
language-code-heading: SK [686, 94, 692, 100]
safety-instruction-paragraph: Extern användning i byggnader och andra byggnadsverk: Farliga oskyddade rörliga delar av drivenheten ska installeras högre än 2,5 m över golvet eller andra nivåer som kan förhindra åtkomst till dem. [686, 338, 847, 351]
safety-instruction-paragraph: Avertissement : Les instructions d'utilisation doivent être lues avant d'utiliser le produit. Avertissement : Le fonctionnement dans des conditions de gel peut endommager le produit. [8, 379, 169, 388]
safety-instruction-paragraph: Advarsel! Vær forsigtig, når du løsner armene, da de er under spænding! En pludselig udløsning af armen på en foldearmsmarkise kan forårsage personskade. [855, 182, 1016, 191]
safety-instruction-paragraph: Fare! Stærk fjeder ved åbning. FJERN IKKE dette reb, før du har gennemført alle samlingstrin med alle bolte fastspændt, og varen er fastgjort til væggen! [855, 169, 1016, 178]
language-section [856, 50, 1017, 59]
language-section [856, 183, 1017, 192]
safety-instruction-paragraph: Avertissement ! Faites attention lorsque vous attachez les bras, car ils sont sous tension ! Un relâchement soudain du bras d'un store à bras pliants peut provoquer des blessures. [8, 365, 169, 374]
language-section [178, 176, 339, 185]
language-section [347, 58, 508, 75]
safety-instruction-paragraph: Warnung! Vorsicht beim Lösen der Arme, da diese unter Spannung stehen! Ein plötzliches Lösen des Arms einer Gelenkarmmarkise kann zu Verletzungen führen. [8, 224, 169, 233]
language-section [686, 10, 847, 31]
language-section [856, 169, 1017, 178]
safety-instruction-paragraph: Utilizare externă la clădiri și alte lucrări de construcție: Piesele mobile neprotejate și periculoase ale acționării trebuie instalate la peste 2,5 m deasupra podelei sau la alte niveluri care pot împiedica accesul la acestea. [347, 325, 508, 338]
language-code-heading: EN [8, 10, 14, 15]
language-code-heading: HU [347, 79, 354, 85]
language-section [178, 190, 339, 203]
safety-instruction-paragraph: Įspėjimas! Būkite atsargūs atlaisvindami rankas, nes jos yra įtemptos! Staigus sulankstomos rankos atleidimas gali sukelti sužalojimų. [686, 49, 847, 58]
language-section [347, 207, 508, 294]
language-section [686, 325, 847, 334]
safety-instruction-paragraph: Hoiatus! Olge ettevaatlik käte vabastamisel, kuna need on pinge all! Kokkupandava varikatuse harude äkiline vabanemine võib põhjustada vigastusi. [516, 194, 677, 203]
language-code-heading: FI [686, 356, 690, 362]
safety-instruction-paragraph: Utilisation externe dans les bâtiments et autres travaux de construction: Les parties mobiles dangereuses non protégées de l'entraînement doivent être installées à plus de 2,5 m au-dessus du sol ou à d'autres niveaux pouvant en empêcher l'accès. [8, 392, 169, 405]
language-section [517, 70, 678, 79]
safety-instruction-paragraph: Zastosowanie zewnętrzne w budownictwie i innych pracach budowlanych: Niebezpieczne, niezabezpieczone ruchome części napędu powinny być zainstalowane na wysokości powyżej 2,5 m nad podłogą albo na innej wysokości uniemożliwiającej dostęp do nich. [177, 312, 338, 326]
safety-instruction-paragraph: Външна употреба в сгради и други строителни обекти: Опасните незащитени движещи се части на задвижването трябва да бъдат монтирани на височина над 2,5 м от пода или от други нива, които могат да предотвратят достъпа до тях. [516, 97, 677, 110]
language-section [856, 348, 1017, 388]
language-section [686, 169, 847, 178]
language-section [8, 366, 169, 375]
language-section [347, 80, 508, 167]
safety-instruction-paragraph: Внимание! Внимавайте при разхлабване на рамената, тъй като те са под напрежение! Внезапното освобождаване на рамото на сгъваема тента може да причини нараняване. [516, 70, 677, 79]
language-section [517, 10, 678, 65]
language-section [856, 63, 1017, 72]
text-column-1 [8, 10, 169, 1018]
safety-instruction-paragraph: Waarschuwing: de gebruikersinstructies dienen gelezen te worden voordat het product wordt gebruikt. Waarschuwing: het gebruik bij vorst kan het product beschadigen. [8, 515, 169, 524]
language-section [8, 547, 169, 604]
language-section [8, 125, 169, 220]
safety-instruction-paragraph: Tento spotrebič môžu používať deti vo veku od 8 rokov a osoby so zníženými fyzickými, zmyslovými alebo duševnými schopnosťami alebo s nedostatkom skúseností a vedomostí, ak sú pod dohľadom alebo boli poučené o bezpečnom používaní spotrebiča a rozumejú súvisiacim nebezpečenstvám. Deti sa so spotrebičom nesmú hrať. Čistenie a používateľskú údržbu nesmú vykonávať deti bez dozoru. Ak je napájací kábel poškodený, musí ho vymeniť výrobca, jeho servisný zástupca alebo podobne kvalifikované osoby, aby sa predišlo nebezpečenstvu. VAROVANIE: Dôležité bezpečnostné pokyny. Pre bezpečnosť osôb je dôležité dodržiavať tieto pokyny. Uschovajte si tieto pokyny. VAROVANIE: Dôležité bezpečnostné pokyny. Dodržiavajte všetky pokyny, pretože nesprávna inštalácia môže viesť k vážnemu zraneniu alebo dokonca k smrti. Nedovoľte deťom hrať sa s ovládacím zariadením. Diaľkové ovládanie uchovávajte mimo dosahu detí. Nepoužívajte markízu, keď sa v jej blízkosti vykonáva údržba, napríklad umývanie okien. Pohyblivé časti pohonu musia byť inštalované vyššie ako 2,5 m nad podlahou alebo inou úrovňou, ktorá by mohla umožniť prístup. Pred inštaláciou pohonu odstráňte všetky nepotrebné káble a deaktivujte všetky zariadenia, ktoré nie sú potrebné na prevádzku s napájaním. Ovládací prvok spínača s predpätím musí byť umiestnený v priamom dohľade poháňanej časti, ale mimo pohyblivých častí. Musí byť inštalovaný v minimálnej výške 1,5 m. [686, 100, 847, 164]
safety-instruction-paragraph: Se enkä ole tiedoissa? Käytön moottorin liikkuvat osat on asennettava yli 2,5 m lattian tai muun tason yläpuolelle, joka voisi tarjota pääsyn niihin. Ennen käyttölaitteen asentamista poista kaikki tarpeettomat johdot ja poista käytöstä kaikki laitteet, joita ei tarvita sähkökäyttöön. Esijännitetyn kytkimen käyttölaitteen on sijaittava suoraan käytetyn osan näkökentässä, mutta etäällä liikkuvista osista. Se on asennettava vähintään 1,5 metrin korkeuteen. [855, 10, 1016, 31]
language-section [8, 98, 169, 119]
safety-instruction-paragraph: Ekstern brug i bygninger og andre bygningsværker: Farlige ubeskyttede bevægelige dele af drevet skal installeres højere end 2,5 m over gulvet eller andre niveauer, der kan forhindre adgang til dem. [855, 209, 1016, 218]
safety-instruction-paragraph: Attenzione! Prestare la massima attenzione quando si allentano le braccia in quanto sono sotto tensione! Il rilascio improvviso del braccio piegherebbe di una tenda può causare lesioni. [177, 162, 338, 171]
text-column-4 [517, 10, 678, 1018]
language-section [178, 313, 339, 326]
safety-instruction-paragraph: Ulkoinen käyttö rakennuksissa ja muissa rakennustöissä: Vaaralliset suojaamattomat käyttölaitteen liikkuvat osat on asennettava yli 2,5 metrin korkeudelle lattiasta tai muista tasoista, jotka voivat estää pääsyn niihin. [855, 76, 1016, 90]
language-section [517, 346, 678, 355]
safety-instruction-paragraph: Externí použití v budovách a jiných stavbách: Nebezpečné nechráněné pohyblivé části pohonu by měly být instalovány výše než 2,5 m nad zemí nebo jakoukoliv jinou plochou, aby k nim nebyl možný přístup. [177, 445, 338, 459]
safety-instruction-paragraph: Per uso esterno in vari tipi di edifici e fabbricati: Parti mobili dell'azionamento non protette e pericolose devono essere installate a un'altezza superiore a 2,5 m dal pavimento o altri livelli che potrebbero consentire l'accesso. [177, 189, 338, 203]
safety-instruction-paragraph: Külső felhasználás épületeknél és egyéb építményeknél: A védelem nélküli mozgó alkatrészeket a padlószinttől – vagy más olyan szinttől, ahonnan hozzáférhetők – 2,5 méternél magasabbra kell felszerelni. [347, 189, 508, 202]
language-section [178, 331, 339, 401]
safety-instruction-paragraph: Varovanie! Pri povoľovaní ramien buďte opatrní, pretože sú pod napätím! Náhle uvoľnenie ramena skladacej markízy môže spôsobiť zranenie. [686, 182, 847, 191]
safety-instruction-paragraph: See seade võib olla kasutatud lastest alates 8. eluaastast ja isikutest, kellel on vähenenud füüsilised, sensoorsed või vaimsed võimed või puudub kogemus ja teadmised, kui neid on juhendatud või õpetatud seadme ohutul kasutamisel ning nad mõistavad sellega kaasnevaid ohte. Lapsed ei tohi seadmega mängida. Puhastamist ja hooldust ilma järelevalveta ei tohi lapsed teha. Kui toitejuhe on kahjustatud, peab selle asendama tootja, tema teenindusagent või sarnase kvalifikatsiooniga isik, et vältida ohtu. HOIATUS: Olulised ohutusjuhised. Inimeste ohutuse seisukohalt on oluline neid juhiseid järgida. Hoidke need juhised alles. HOIATUS: Olulised ohutusjuhised. Järgige kõiki juhiseid, sest vale paigaldamine võib põhjustada raskeid vigastusi või isegi surma. Ärge lubage lastel juhtseadmega mängida. Hoidke kaugjuhtimispult lastele kättesaamatus kohas. Ärge kasutage varikatust, kui läheduses toimub hooldustöö, näiteks akende pesemine. Ajami liikuvad osad tuleb paigaldada kõrgemale kui 2,5 m põrandast või muust tasapinnast, mis võiks neile ligipääsu võimaldada. Enne ajami paigaldamist eemaldage kõik mittevajalikud juhtmed ja keelake kõik seadmed, mida pole vaja toitega töötamiseks. Eelpingestatud lüliti käivitusorgan peab asuma juhitava osa otseses vaateväljas, kuid eemal liikuvatest osadest. See tuleb paigaldada minimaalsele kõrgusele 1,5 m.Oht! Tugev vedru avanemisel. ÄRGE eemaldage seda köit enne, kui olete lõpetanud kõik kokkupanekuetapid, kõik poldid on kinnitatud ja toode on seina külge kinnitatud! [516, 121, 677, 189]
safety-instruction-paragraph: Warning! Take care when fastening the arms, because they are under tension! A sudden release of the arm of a folding arm awning can cause injury. Warning: The operator's instruction shall be read before the use of the product. Warning: The operation in frosty conditions may damage the product. External use in buildings and other construction works: Hazardous unprotected moving parts of the drive shall be installed higher than 2,5 m above the floor or other level that could provide access to it. [8, 98, 169, 120]
safety-instruction-paragraph: Varování! Při povolování ramen buďte opatrní, protože jsou pod napětím! Náhlé uvolnění ramene skládací markýzy může způsobit zranění. [177, 418, 338, 427]
safety-instruction-paragraph: Advarsel: Brugervejledningen skal læses, før produktet tages i brug. Advarsel: Brug under frostforhold kan beskadige produktet. [855, 196, 1016, 205]
safety-instruction-paragraph: Ārēja izmantošana ēkās un citās būvēs: Bīstamas, neaizsargātas piedziņas kustīgas daļas jāuzstāda augstāk par 2,5 m virs grīdas vai citiem līmeņiem, kas var novērst piekļuvi tām. [516, 345, 677, 354]
safety-instruction-paragraph: Waarschuwing! Wees voorzichtig bij het bevestigen van de armen, ze staan namelijk onder spanning! Een plotselinge ontspanning van de arm van een scharnierarm luifel kan letsel veroorzaken. [8, 502, 169, 511]
language-code-heading: CZ [177, 330, 184, 336]
safety-instruction-paragraph: Tento spotřebič mohou používat děti ve věku 8 let a starší a osoby se sníženými fyzickými, smyslovými nebo duševními schopnostmi nebo s nedostatkem zkušeností a znalostí, pokud jsou pod dohledem nebo byly poučeny o bezpečném používání spotřebiče a rozumí souvisejícím nebezpečím. Děti si se spotřebičem nesmí hrát. Čištění a uživatelskou údržbu nesmí provádět děti bez dozoru. Pokud je přívodní kabel poškozen, musí být vyměněn výrobcem, jeho servisním zástupcem nebo podobně kvalifikovanými osobami, aby se zabránilo nebezpečí. VAROVÁNÍ: Důležité bezpečnostní pokyny. Pro bezpečnost osob je důležité dodržovat tyto pokyny. Tyto pokyny si uschovejte. VAROVÁNÍ: Důležité bezpečnostní pokyny. Dodržujte všechny pokyny, protože nesprávná instalace může vést k vážnému úrazu nebo dokonce smrti. Nedovolte dětem hrát si s ovládacím zařízením. Dálkové ovládání uchovávejte mimo dosah dětí. Nepoužívejte markýzu, pokud se v jejím okolí provádí údržba, například mytí oken. Pohyblivé části pohonu musí být instalovány výše než 2,5 m nad podlahou nebo jinou úrovní, která by mohla umožnit přístup. Před instalací pohonu odstraňte všechny nepotřebné kabely a deaktivujte veškeré vybavení, které není nutné pro napájený provoz. Ovládací prvek vypínače s předpětím musí být umístěn v přímém dohledu poháněné části, ale mimo pohyblivé části. Musí být instalován v minimální výšce 1,5 m. [177, 336, 338, 400]
language-section [178, 163, 339, 172]
safety-instruction-paragraph: Varoitus: Käyttöohjeet on luettava ennen tuotteen käyttöä. Varoitus: Käyttö pakkasolosuhteissa voi vahingoittaa tuotetta. [855, 63, 1016, 72]
language-section [178, 446, 339, 459]
safety-instruction-paragraph: encima del suelo u otro nivel que pueda proporcionar acceso a ellas. Antes de instalar el accionamiento, retire los cables innecesarios y desactive cualquier equipo que no sea necesario para el funcionamiento eléctrico. El elemento de accionamiento de un interruptor desconectado debe estar ubicado dentro del campo visual directo de la parte accionada, pero alejado de las partes móviles. Debe instalarse a una altura mínima de 1,5 m.¡Peligro! Resorte fuerte cuando se abre. ¡NO retire esta cuerda a menos que haya terminado todos los pasos de montaje con todos los pernos asegurados y el artículo esté sujeto a la pared! ¡Advertencia! Tenga cuidado al aflojar los brazos, porque están bajo tensión! Advertencia: Las instrucciones de uso del toldo plegable pueden causar lesiones. Advertencia: Las instrucciones de usuario deben leerse antes del uso del producto. Advertencia: el uso en condiciones de heladas puede dañar el producto. [177, 10, 338, 53]
safety-instruction-paragraph: Varning: Användarinstruktionerna ska läsas innan produkten används. Varning: Användning i frostiga förhållanden kan skada produkten. [686, 325, 847, 334]
language-section [347, 343, 508, 379]
safety-instruction-paragraph: Advarsel: Bruksanvisningen må leses før produktet tas i bruk. Advarsel: Bruk under frostforhold kan skade produktet. [855, 320, 1016, 329]
language-section [8, 270, 169, 361]
